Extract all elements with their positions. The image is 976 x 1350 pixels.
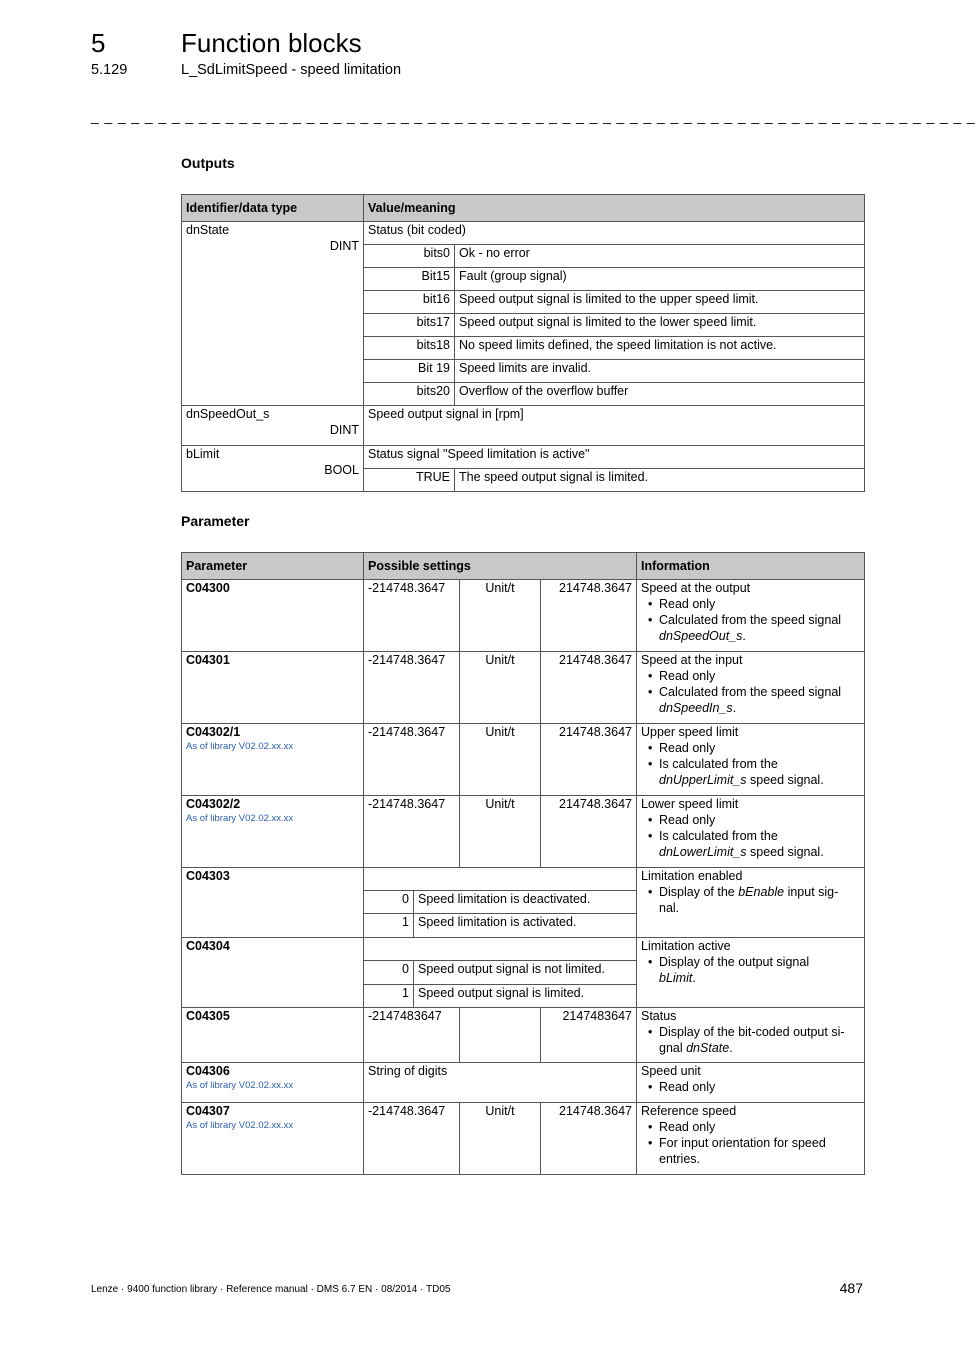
- param-code: C04305: [182, 1008, 364, 1063]
- bit-label: Bit15: [364, 268, 455, 291]
- option-meaning: Speed limitation is activated.: [414, 914, 637, 938]
- bit-meaning: Speed output signal is limited to the upper speed limit.: [455, 291, 865, 314]
- param-max: 214748.3647: [541, 580, 637, 652]
- info-item-end: speed signal.: [746, 773, 824, 787]
- info-item: Is calculated from the: [659, 757, 778, 771]
- output-type: BOOL: [324, 463, 359, 477]
- output-identifier: bLimit: [186, 447, 220, 461]
- param-settings-empty: [364, 868, 637, 891]
- info-item: Display of the output signal: [659, 955, 810, 969]
- header-divider: _ _ _ _ _ _ _ _ _ _ _ _ _ _ _ _ _ _ _ _ _ _ _ _ _ _ _ _ _ _ _ _ _ _ _ _ _ _ _ _ _ _ _ _ _ _ _ _ _ _ _ _ _ _ _ _ _ _ _ _ _ _ _ _ _ _: [91, 108, 976, 124]
- param-min: -2147483647: [364, 1008, 460, 1063]
- info-item-cont: nal.: [659, 901, 680, 915]
- option-value: 1: [364, 985, 414, 1008]
- table-row: [182, 868, 865, 891]
- info-title: Lower speed limit: [641, 797, 739, 811]
- table-row: [182, 1103, 865, 1175]
- param-info: Speed at the output • Read only • Calculated from the speed signal dnSpeedOut_s.: [637, 580, 865, 652]
- output-type: DINT: [329, 423, 359, 437]
- section-title: L_SdLimitSpeed - speed limitation: [181, 62, 402, 78]
- output-description: Status signal "Speed limitation is active": [364, 446, 865, 469]
- table-row: [182, 796, 865, 868]
- info-item: Is calculated from the: [659, 829, 778, 843]
- output-type: DINT: [329, 239, 359, 253]
- option-value: 1: [364, 914, 414, 938]
- param-code-cell: [182, 1063, 364, 1103]
- footer-text: Lenze · 9400 function library · Reference manual · DMS 6.7 EN · 08/2014 · TD05: [91, 1284, 451, 1295]
- option-meaning: Speed output signal is limited.: [414, 985, 637, 1008]
- info-signal: bEnable: [738, 885, 785, 899]
- info-item-end: speed signal.: [746, 845, 824, 859]
- info-item: Read only: [659, 1120, 716, 1134]
- param-col-settings: Possible settings: [364, 553, 637, 580]
- info-item: Calculated from the speed signal: [659, 613, 842, 627]
- param-info: Limitation active • Display of the output signal bLimit.: [637, 938, 865, 1008]
- info-item: Display of the bit-coded output si-: [659, 1025, 845, 1039]
- param-col-parameter: Parameter: [182, 553, 364, 580]
- param-unit: [460, 1008, 541, 1063]
- table-row: [182, 938, 865, 961]
- output-dnstate-cell: [182, 222, 364, 406]
- param-info: Speed at the input • Read only • Calculated from the speed signal dnSpeedIn_s.: [637, 652, 865, 724]
- info-title: Speed at the input: [641, 653, 743, 667]
- param-unit: Unit/t: [460, 652, 541, 724]
- info-title: Reference speed: [641, 1104, 737, 1118]
- info-signal: dnLowerLimit_s: [659, 845, 747, 859]
- info-item: Calculated from the speed signal: [659, 685, 842, 699]
- info-item-end: .: [732, 701, 737, 715]
- param-code-cell: [182, 724, 364, 796]
- bit-meaning: No speed limits defined, the speed limitation is not active.: [455, 337, 865, 360]
- param-min: -214748.3647: [364, 796, 460, 868]
- version-link[interactable]: As of library V02.02.xx.xx: [186, 741, 294, 752]
- param-min: -214748.3647: [364, 724, 460, 796]
- chapter-number: 5: [91, 28, 106, 58]
- table-row: [182, 446, 865, 469]
- option-meaning: Speed output signal is not limited.: [414, 961, 637, 985]
- output-description: Speed output signal in [rpm]: [364, 406, 865, 446]
- bit-label: bits18: [364, 337, 455, 360]
- table-row: [182, 1008, 865, 1063]
- section-number: 5.129: [91, 62, 128, 78]
- parameter-heading: Parameter: [181, 513, 250, 529]
- param-code: C04307: [186, 1104, 230, 1118]
- bit-meaning: Speed limits are invalid.: [455, 360, 865, 383]
- option-meaning: Speed limitation is deactivated.: [414, 891, 637, 914]
- info-item: Read only: [659, 813, 716, 827]
- param-settings-empty: [364, 938, 637, 961]
- param-code-cell: [182, 796, 364, 868]
- info-title: Upper speed limit: [641, 725, 739, 739]
- outputs-heading: Outputs: [181, 155, 235, 171]
- chapter-title: Function blocks: [181, 28, 362, 58]
- bit-label: bits17: [364, 314, 455, 337]
- info-item-end: .: [729, 1041, 733, 1055]
- info-item: For input orientation for speed entries.: [659, 1136, 826, 1166]
- info-signal: bLimit: [659, 971, 693, 985]
- bit-meaning: Overflow of the overflow buffer: [455, 383, 865, 406]
- param-code: C04302/2: [186, 797, 241, 811]
- table-row: [182, 406, 865, 446]
- table-row: [182, 652, 865, 724]
- param-unit: Unit/t: [460, 796, 541, 868]
- bool-value: TRUE: [364, 469, 455, 492]
- bit-label: Bit 19: [364, 360, 455, 383]
- bool-meaning: The speed output signal is limited.: [455, 469, 865, 492]
- param-min: -214748.3647: [364, 580, 460, 652]
- param-code: C04306: [186, 1064, 230, 1078]
- info-title: Limitation active: [641, 939, 731, 953]
- bit-meaning: Ok - no error: [455, 245, 865, 268]
- param-max: 214748.3647: [541, 1103, 637, 1175]
- info-signal: dnSpeedOut_s: [659, 629, 743, 643]
- info-item-cont: gnal: [659, 1041, 687, 1055]
- outputs-col-value: Value/meaning: [364, 195, 865, 222]
- param-max: 214748.3647: [541, 724, 637, 796]
- info-item: Read only: [659, 597, 716, 611]
- bit-label: bits20: [364, 383, 455, 406]
- param-max: 2147483647: [541, 1008, 637, 1063]
- version-link[interactable]: As of library V02.02.xx.xx: [186, 1120, 294, 1131]
- param-code: C04301: [182, 652, 364, 724]
- info-signal: dnSpeedIn_s: [659, 701, 733, 715]
- info-title: Limitation enabled: [641, 869, 743, 883]
- info-item: Read only: [659, 741, 716, 755]
- table-row: [182, 1063, 865, 1103]
- output-dnspeedout-cell: [182, 406, 364, 446]
- page-number: 487: [839, 1280, 863, 1296]
- param-info: Speed unit • Read only: [637, 1063, 865, 1103]
- outputs-col-identifier: Identifier/data type: [182, 195, 364, 222]
- info-item-end: .: [742, 629, 746, 643]
- param-max: 214748.3647: [541, 796, 637, 868]
- info-item-end: .: [692, 971, 696, 985]
- param-min: -214748.3647: [364, 652, 460, 724]
- bit-label: bits0: [364, 245, 455, 268]
- param-info: Lower speed limit • Read only • Is calculated from the dnLowerLimit_s speed signal.: [637, 796, 865, 868]
- info-title: Speed at the output: [641, 581, 751, 595]
- param-code-cell: [182, 1103, 364, 1175]
- outputs-header-row: [182, 195, 865, 222]
- param-code: C04304: [182, 938, 364, 1008]
- option-value: 0: [364, 891, 414, 914]
- info-item: input sig-: [784, 885, 839, 899]
- param-info: Reference speed • Read only • For input orientation for speed entries.: [637, 1103, 865, 1175]
- param-col-information: Information: [637, 553, 865, 580]
- param-code: C04300: [182, 580, 364, 652]
- output-description: Status (bit coded): [364, 222, 865, 245]
- param-max: 214748.3647: [541, 652, 637, 724]
- param-code: C04303: [182, 868, 364, 938]
- param-min: -214748.3647: [364, 1103, 460, 1175]
- info-signal: dnUpperLimit_s: [659, 773, 747, 787]
- info-title: Status: [641, 1009, 677, 1023]
- param-unit: Unit/t: [460, 1103, 541, 1175]
- info-item: Read only: [659, 669, 716, 683]
- table-row: [182, 724, 865, 796]
- info-title: Speed unit: [641, 1064, 701, 1078]
- outputs-table: [181, 194, 865, 492]
- parameter-table: [181, 552, 865, 1175]
- param-info: Status • Display of the bit-coded output si- gnal dnState.: [637, 1008, 865, 1063]
- version-link[interactable]: As of library V02.02.xx.xx: [186, 1080, 294, 1091]
- param-unit: Unit/t: [460, 580, 541, 652]
- parameter-header-row: [182, 553, 865, 580]
- table-row: [182, 222, 865, 245]
- option-value: 0: [364, 961, 414, 985]
- output-identifier: dnSpeedOut_s: [186, 407, 270, 421]
- param-setting-text: String of digits: [364, 1063, 637, 1103]
- table-row: [182, 580, 865, 652]
- info-item: Read only: [659, 1080, 716, 1094]
- bit-label: bit16: [364, 291, 455, 314]
- param-info: Upper speed limit • Read only • Is calculated from the dnUpperLimit_s speed signal.: [637, 724, 865, 796]
- bit-meaning: Speed output signal is limited to the lower speed limit.: [455, 314, 865, 337]
- output-blimit-cell: [182, 446, 364, 492]
- param-info: Limitation enabled • Display of the bEnable input sig- nal.: [637, 868, 865, 938]
- info-item: Display of the: [659, 885, 739, 899]
- param-code: C04302/1: [186, 725, 241, 739]
- bit-meaning: Fault (group signal): [455, 268, 865, 291]
- info-signal: dnState: [686, 1041, 730, 1055]
- version-link[interactable]: As of library V02.02.xx.xx: [186, 813, 294, 824]
- output-identifier: dnState: [186, 223, 230, 237]
- param-unit: Unit/t: [460, 724, 541, 796]
